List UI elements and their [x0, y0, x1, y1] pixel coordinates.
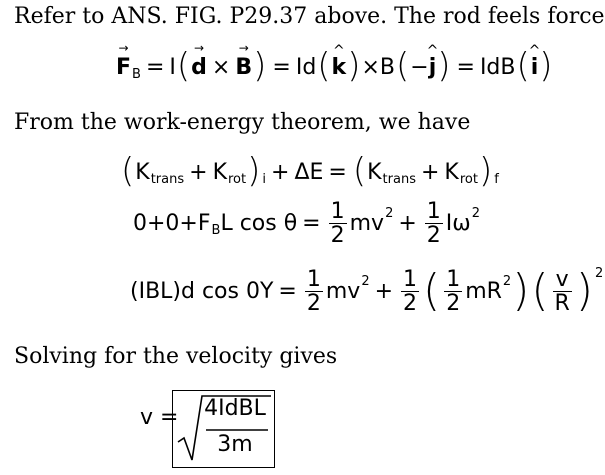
current-symbol: I — [169, 54, 176, 80]
denominator: 2 — [426, 223, 441, 249]
plus-sign: + — [189, 159, 208, 185]
paren-close: ) — [478, 151, 493, 191]
equals-sign: = — [145, 54, 165, 80]
paren-close: ) — [437, 46, 451, 86]
lhs-zeros: 0+0+F — [133, 211, 211, 237]
numerator: 1 — [446, 267, 461, 292]
energy-balance-equation — [120, 151, 499, 191]
paren-close: ) — [347, 46, 361, 86]
numerator: 1 — [306, 267, 321, 292]
intro-text: Refer to ANS. FIG. P29.37 above. The rod feels force — [14, 4, 605, 29]
plus-sign: + — [420, 159, 440, 185]
half-fraction — [401, 268, 419, 315]
k-unit-vector: ^ k — [332, 55, 347, 80]
field-vector: → B — [235, 55, 252, 80]
paren-close: ) — [247, 151, 261, 191]
mr-term: mR — [465, 279, 502, 305]
paren-open: ( — [531, 264, 549, 316]
denominator: 2 — [446, 291, 461, 317]
half-fraction — [444, 268, 462, 315]
half-fraction — [305, 268, 323, 315]
plus-sign: + — [374, 279, 394, 305]
numerator: 1 — [330, 199, 345, 224]
force-subscript: B — [211, 223, 221, 239]
trans-subscript: trans — [382, 171, 416, 187]
paren-open: ( — [317, 46, 331, 86]
cross-sign: × — [211, 54, 231, 80]
square-exponent: 2 — [471, 206, 480, 222]
paren-open: ( — [516, 46, 530, 86]
cross-sign: × — [361, 54, 380, 80]
paren-open: ( — [423, 264, 441, 316]
k-trans-symbol: K — [367, 159, 382, 185]
square-exponent: 2 — [385, 206, 394, 222]
equals-sign: = — [272, 54, 291, 80]
half-fraction — [425, 200, 443, 247]
paren-close: ) — [539, 46, 553, 86]
initial-subscript: i — [262, 171, 267, 187]
sqrt-denominator: 3m — [217, 432, 253, 457]
force-symbol: → F — [116, 55, 131, 80]
j-unit-vector: ^ j — [429, 55, 437, 80]
work-energy-text: From the work-energy theorem, we have — [14, 110, 471, 135]
denominator: R — [554, 291, 570, 317]
denominator: 2 — [403, 291, 418, 317]
paren-open: ( — [121, 151, 135, 191]
equals-sign: = — [456, 54, 475, 80]
delta-e-symbol: ΔE — [294, 159, 324, 185]
paren-close: ) — [575, 264, 594, 316]
paren-open: ( — [352, 151, 367, 191]
k-trans-symbol: K — [135, 159, 150, 185]
l-cos-theta: L cos θ — [220, 211, 298, 237]
mv-term: mv — [325, 279, 361, 305]
numerator: 1 — [403, 267, 418, 292]
rot-subscript: rot — [228, 171, 247, 187]
paren-close: ) — [253, 46, 267, 86]
b-symbol: B — [379, 54, 395, 80]
numerator: v — [555, 267, 569, 292]
work-equation — [133, 200, 480, 247]
final-subscript: f — [494, 171, 499, 187]
sqrt-numerator: 4IdBL — [204, 396, 266, 421]
plus-sign: + — [398, 211, 417, 237]
velocity-lhs: v = — [140, 405, 179, 430]
minus-sign: − — [410, 54, 429, 80]
equals-sign: = — [328, 159, 347, 185]
id-symbol: Id — [295, 54, 317, 80]
k-rot-symbol: K — [212, 159, 227, 185]
square-exponent: 2 — [502, 274, 512, 290]
denominator: 2 — [330, 223, 345, 249]
i-unit-vector: ^ i — [531, 55, 539, 80]
denominator: 2 — [306, 291, 321, 317]
trans-subscript: trans — [150, 171, 185, 187]
plus-sign: + — [271, 159, 290, 185]
numerator: 1 — [426, 199, 441, 224]
i-omega-term: Iω — [445, 211, 471, 237]
equals-sign: = — [278, 279, 297, 305]
paren-open: ( — [176, 46, 191, 86]
v-over-r-fraction — [553, 268, 572, 315]
solving-text: Solving for the velocity gives — [14, 344, 338, 369]
k-rot-symbol: K — [444, 159, 459, 185]
paren-open: ( — [395, 46, 410, 86]
paren-close: ) — [512, 264, 530, 316]
lhs-ibl: (IBL)d cos 0Υ — [130, 279, 274, 305]
mv-term: mv — [349, 211, 385, 237]
square-exponent: 2 — [361, 274, 370, 290]
force-equation — [116, 46, 554, 86]
square-exponent: 2 — [595, 266, 604, 282]
rot-subscript: rot — [459, 171, 478, 187]
force-subscript: B — [132, 66, 141, 82]
idb-symbol: IdB — [479, 54, 516, 80]
equals-sign: = — [302, 211, 321, 237]
substituted-equation — [130, 264, 604, 317]
half-fraction — [329, 200, 347, 247]
length-vector: → d — [191, 55, 207, 80]
